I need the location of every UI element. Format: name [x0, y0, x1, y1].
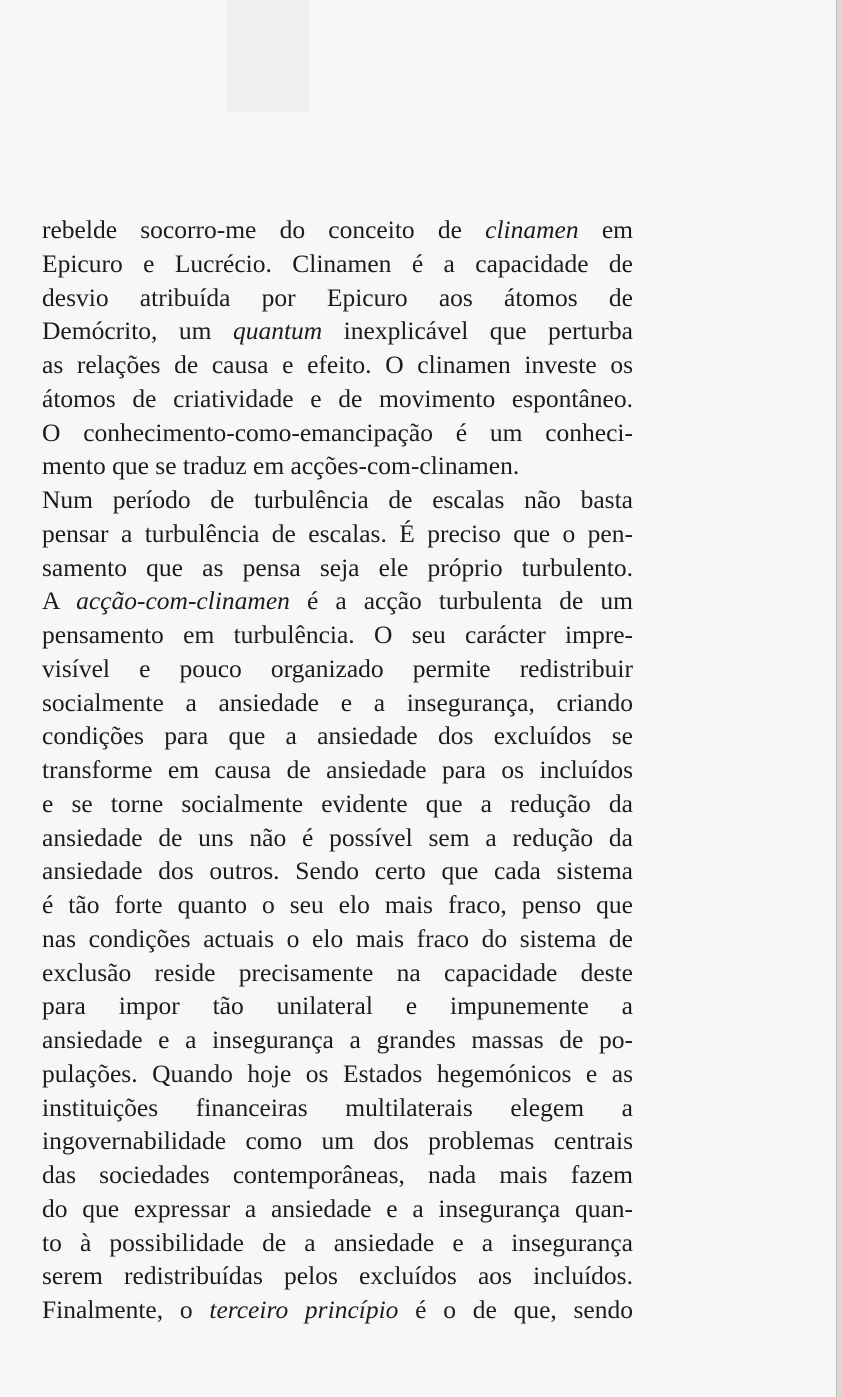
text-line [42, 821, 633, 855]
text-line [42, 281, 633, 315]
text-line [42, 922, 633, 956]
italic-term: quantum [232, 316, 323, 346]
text-segment: nas condições actuais o elo mais fraco do sistema de [42, 923, 633, 953]
text-segment: e se torne socialmente evidente que a redução da [42, 788, 633, 818]
text-segment: samento que as pensa seja ele próprio turbulento. [42, 552, 633, 582]
text-segment: pensamento em turbulência. O seu carácter impre- [42, 620, 633, 649]
text-segment: mento que se traduz em acções-com-clinamen. [42, 451, 520, 481]
text-segment: rebelde socorro-me do conceito de [42, 215, 486, 244]
text-line [42, 1057, 633, 1091]
text-segment: ansiedade e a insegurança a grandes massas de po- [42, 1025, 633, 1054]
body-text [42, 213, 633, 1327]
text-line [42, 247, 633, 281]
text-segment: exclusão reside precisamente na capacidade deste [42, 957, 633, 987]
text-line [42, 989, 633, 1023]
italic-term: clinamen [485, 215, 579, 244]
text-segment: transforme em causa de ansiedade para os incluídos [42, 755, 633, 784]
text-line [42, 686, 633, 720]
text-line [42, 1023, 633, 1057]
text-line [42, 517, 633, 551]
text-segment: serem redistribuídas pelos excluídos aos incluídos. [42, 1261, 633, 1291]
text-segment: átomos de criatividade e de movimento espontâneo. [42, 383, 633, 413]
text-line [42, 956, 633, 990]
text-segment: pulações. Quando hoje os Estados hegemónicos e as [42, 1058, 633, 1088]
text-line [42, 213, 633, 247]
text-segment: A [42, 586, 77, 616]
text-segment: é o de que, sendo [398, 1295, 633, 1324]
text-line [42, 1226, 633, 1260]
text-segment: é a acção turbulenta de um [289, 586, 633, 616]
text-line [42, 382, 633, 416]
text-segment: to à possibilidade de a ansiedade e a insegurança [42, 1227, 633, 1257]
page-edge [836, 0, 841, 1397]
text-segment: Demócrito, um [42, 316, 233, 346]
text-segment: desvio atribuída por Epicuro aos átomos de [42, 282, 633, 312]
text-segment: das sociedades contemporâneas, nada mais fazem [42, 1160, 633, 1189]
text-line [42, 584, 633, 618]
text-segment: visível e pouco organizado permite redistribuir [42, 653, 633, 683]
text-segment: pensar a turbulência de escalas. É preciso que o pen- [42, 518, 633, 548]
italic-term: terceiro princípio [209, 1295, 399, 1324]
text-segment: instituições financeiras multilaterais elegem a [42, 1092, 633, 1122]
text-line [42, 348, 633, 382]
bleed-through-shadow [226, 0, 310, 112]
text-segment: é tão forte quanto o seu elo mais fraco, penso que [42, 890, 633, 919]
text-segment: para impor tão unilateral e impunemente a [42, 991, 633, 1021]
italic-term: acção-com-clinamen [76, 586, 290, 616]
text-segment: ansiedade dos outros. Sendo certo que cada sistema [42, 856, 633, 886]
text-line [42, 652, 633, 686]
text-line [42, 483, 633, 517]
text-line [42, 753, 633, 787]
text-line [42, 551, 633, 585]
text-segment: do que expressar a ansiedade e a insegurança quan- [42, 1193, 633, 1223]
text-segment: inexplicável que perturba [322, 316, 633, 346]
text-line [42, 416, 633, 450]
text-line [42, 618, 633, 652]
text-line [42, 1158, 633, 1192]
text-line [42, 1192, 633, 1226]
text-segment: as relações de causa e efeito. O clinamen investe os [42, 350, 633, 379]
text-segment: O conhecimento-como-emancipação é um conheci- [42, 417, 633, 447]
text-segment: Epicuro e Lucrécio. Clinamen é a capacidade de [42, 248, 633, 278]
text-line [42, 854, 633, 888]
text-segment: socialmente a ansiedade e a insegurança, criando [42, 687, 633, 717]
text-line [42, 1293, 633, 1327]
text-line [42, 449, 633, 483]
text-segment: em [578, 215, 634, 244]
text-line [42, 1259, 633, 1293]
text-segment: ingovernabilidade como um dos problemas centrais [42, 1126, 633, 1156]
text-segment: ansiedade de uns não é possível sem a redução da [42, 822, 633, 852]
text-segment: Num período de turbulência de escalas não basta [42, 485, 633, 514]
text-line [42, 1124, 633, 1158]
text-line [42, 1091, 633, 1125]
text-segment: Finalmente, o [42, 1295, 210, 1324]
text-line [42, 888, 633, 922]
text-segment: condições para que a ansiedade dos excluídos se [42, 721, 633, 751]
text-line [42, 787, 633, 821]
text-line [42, 314, 633, 348]
text-line [42, 719, 633, 753]
